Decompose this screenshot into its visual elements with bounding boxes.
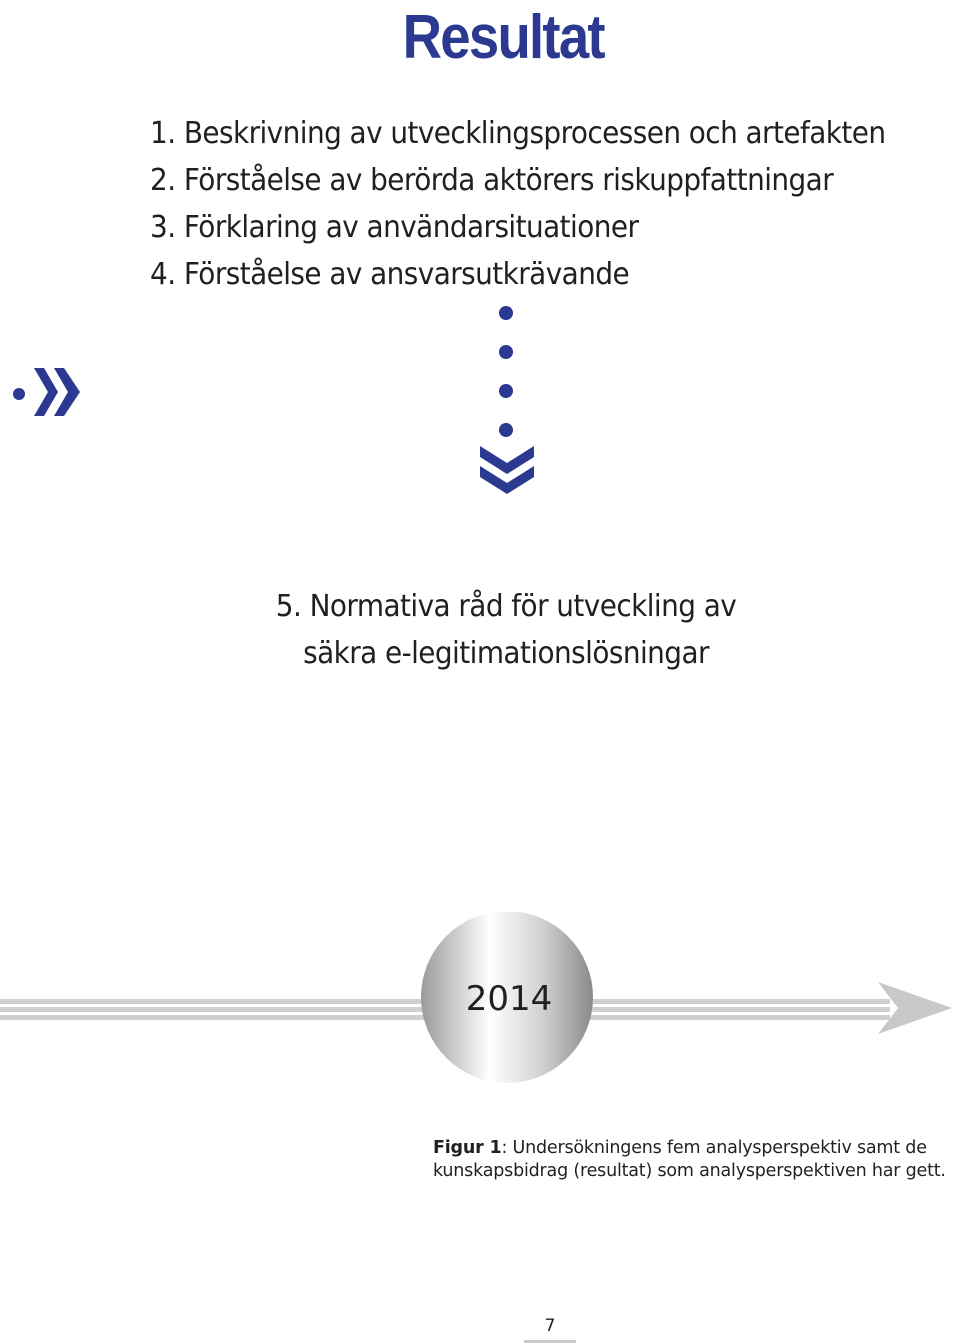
page-title: Resultat	[402, 3, 604, 72]
perspective-item: 1. Beskrivning av utvecklingsprocessen och artefakten	[150, 116, 886, 151]
perspective-item: 4. Förståelse av ansvarsutkrävande	[150, 257, 630, 292]
perspective-item: 2. Förståelse av berörda aktörers riskuppfattningar	[150, 163, 834, 198]
timeline-year: 2014	[465, 979, 553, 1019]
dot-icon	[13, 388, 25, 400]
caption-text: : Undersökningens fem analysperspektiv samt de kunskapsbidrag (resultat) som analysperspektiven har gett.	[433, 1138, 946, 1181]
dot-icon	[499, 306, 513, 320]
result-line-1: 5. Normativa råd för utveckling av	[275, 589, 737, 624]
dot-icon	[499, 345, 513, 359]
perspective-item: 3. Förklaring av användarsituationer	[150, 210, 639, 245]
double-chevron-right-icon	[8, 362, 88, 422]
perspective-list	[150, 110, 941, 298]
timeline	[0, 912, 960, 1092]
dot-icon	[499, 384, 513, 398]
page-number: 7	[544, 1316, 556, 1336]
double-chevron-down-icon	[470, 296, 545, 501]
result-heading	[35, 583, 960, 677]
caption-label: Figur 1	[433, 1138, 502, 1158]
dot-icon	[499, 423, 513, 437]
figure-caption	[433, 1137, 953, 1183]
result-line-2: säkra e-legitimationslösningar	[303, 636, 709, 671]
